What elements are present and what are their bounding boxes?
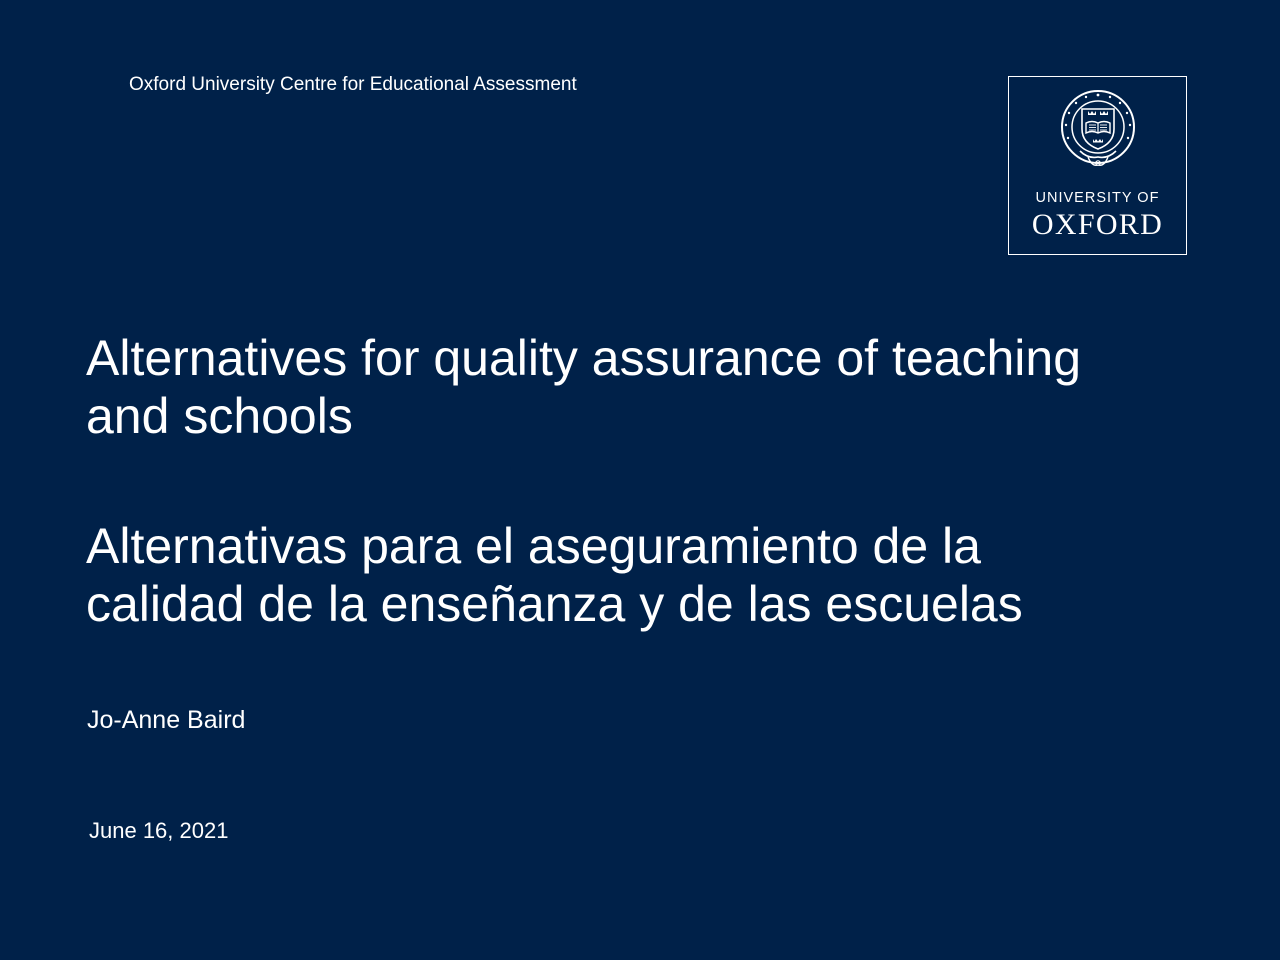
title-spanish-line-2: calidad de la enseñanza y de las escuelas	[86, 576, 1023, 632]
title-spacer	[86, 445, 1256, 517]
slide-title	[86, 329, 1256, 633]
logo-university-of: UNIVERSITY OF	[1035, 190, 1160, 206]
oxford-crest-icon	[1058, 87, 1138, 171]
logo-oxford: OXFORD	[1031, 208, 1164, 241]
university-logo	[1008, 76, 1187, 255]
author-name: Jo-Anne Baird	[87, 706, 246, 734]
title-english-line-2: and schools	[86, 388, 353, 444]
title-english-line-1: Alternatives for quality assurance of teaching	[86, 330, 1081, 386]
presentation-date: June 16, 2021	[89, 818, 229, 843]
title-spanish-line-1: Alternativas para el aseguramiento de la	[86, 518, 981, 574]
organization-header: Oxford University Centre for Educational Assessment	[129, 74, 577, 95]
